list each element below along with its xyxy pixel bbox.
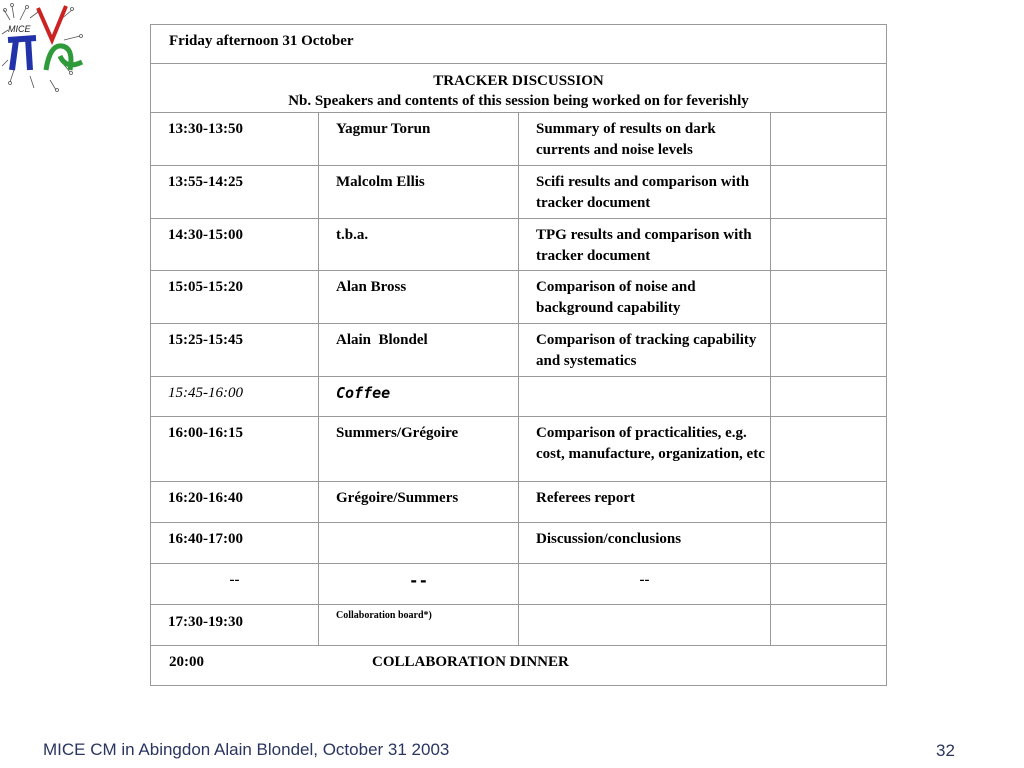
topic-cell: Referees report: [519, 482, 771, 522]
empty-cell: [771, 564, 886, 604]
empty-cell: [771, 271, 886, 323]
schedule-table: [150, 24, 887, 686]
time-cell: 14:30-15:00: [151, 219, 319, 270]
empty-cell: [771, 417, 886, 481]
dinner-time: 20:00: [169, 654, 204, 670]
speaker-cell: --: [319, 564, 519, 604]
time-cell: 16:00-16:15: [151, 417, 319, 481]
speaker-cell: [319, 523, 519, 563]
speaker-cell: Collaboration board*): [319, 605, 519, 645]
topic-cell: Scifi results and comparison with tracker document: [519, 166, 771, 218]
page-number: 32: [936, 741, 955, 760]
speaker-cell: Grégoire/Summers: [319, 482, 519, 522]
session-title-line2: Nb. Speakers and contents of this session being worked on for feverishly: [288, 93, 749, 109]
speaker-cell: Alain Blondel: [319, 324, 519, 376]
session-title: [151, 64, 886, 111]
time-cell: --: [151, 564, 319, 604]
empty-cell: [771, 324, 886, 376]
topic-cell: Comparison of tracking capability and systematics: [519, 324, 771, 376]
time-cell: 13:30-13:50: [151, 113, 319, 165]
table-row: [151, 523, 886, 564]
table-row: [151, 271, 886, 324]
session-title-row: [151, 64, 886, 113]
mice-logo-icon: [0, 0, 92, 92]
empty-cell: [771, 605, 886, 645]
empty-cell: [771, 166, 886, 218]
time-cell: 15:05-15:20: [151, 271, 319, 323]
speaker-cell: Summers/Grégoire: [319, 417, 519, 481]
time-cell: 16:20-16:40: [151, 482, 319, 522]
dinner-text: COLLABORATION DINNER: [372, 654, 569, 670]
empty-cell: [771, 113, 886, 165]
topic-cell: Discussion/conclusions: [519, 523, 771, 563]
empty-cell: [771, 219, 886, 270]
table-row: [151, 417, 886, 482]
table-row: [151, 166, 886, 219]
topic-cell: [519, 377, 771, 416]
logo-text: MICE: [8, 24, 31, 34]
time-cell: 17:30-19:30: [151, 605, 319, 645]
dinner-row: [151, 646, 886, 685]
topic-cell: TPG results and comparison with tracker document: [519, 219, 771, 270]
empty-cell: [771, 377, 886, 416]
topic-cell: Comparison of practicalities, e.g. cost, manufacture, organization, etc: [519, 417, 771, 481]
speaker-cell: Yagmur Torun: [319, 113, 519, 165]
time-cell: 13:55-14:25: [151, 166, 319, 218]
schedule-header: Friday afternoon 31 October: [169, 33, 354, 49]
time-cell: 15:25-15:45: [151, 324, 319, 376]
empty-cell: [771, 523, 886, 563]
topic-cell: [519, 605, 771, 645]
speaker-cell: t.b.a.: [319, 219, 519, 270]
mice-logo: [0, 0, 92, 92]
topic-cell: Summary of results on dark currents and noise levels: [519, 113, 771, 165]
table-row: [151, 377, 886, 417]
table-row: [151, 219, 886, 271]
time-cell: 15:45-16:00: [151, 377, 319, 416]
session-title-line1: TRACKER DISCUSSION: [433, 73, 604, 89]
topic-cell: --: [519, 564, 771, 604]
table-row: [151, 605, 886, 646]
table-row: [151, 324, 886, 377]
speaker-cell: Malcolm Ellis: [319, 166, 519, 218]
speaker-cell: Coffee: [319, 377, 519, 416]
table-row: [151, 482, 886, 523]
speaker-cell: Alan Bross: [319, 271, 519, 323]
table-row: [151, 564, 886, 605]
time-cell: 16:40-17:00: [151, 523, 319, 563]
empty-cell: [771, 482, 886, 522]
footer-text: MICE CM in Abingdon Alain Blondel, October 31 2003: [43, 740, 450, 759]
table-row: [151, 113, 886, 166]
topic-cell: Comparison of noise and background capability: [519, 271, 771, 323]
schedule-header-row: [151, 25, 886, 64]
